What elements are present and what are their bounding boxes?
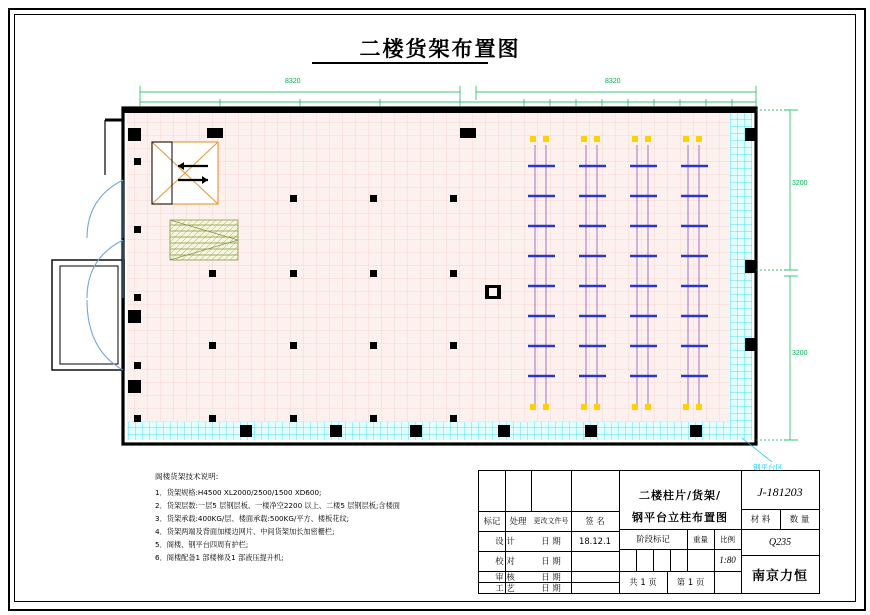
tb-v-s2 xyxy=(653,549,654,571)
page-title: 二楼货架布置图 xyxy=(359,37,521,61)
tb-v-s1 xyxy=(636,549,637,571)
stage-mark-label: 阶段标记 xyxy=(636,534,670,544)
note-item-1: 1．货架规格:H4500 XL2000/2500/1500 XD600; xyxy=(155,488,322,497)
plan-svg xyxy=(30,70,820,470)
company-name: 南京力恒 xyxy=(751,568,808,584)
scale-label: 比例 xyxy=(720,534,735,544)
sheet-index: 第 1 页 xyxy=(676,577,705,587)
drawing-name-line2: 钢平台立柱布置图 xyxy=(632,511,728,524)
role-approve: 审 核 xyxy=(495,571,515,582)
dim-right-lower: 3200 xyxy=(792,350,808,357)
dim-top-right: 8320 xyxy=(605,78,621,85)
technical-notes xyxy=(155,470,455,564)
rev-header-process: 处理 xyxy=(509,516,527,526)
scale-value: 1:80 xyxy=(719,555,736,565)
date-approve xyxy=(571,571,619,582)
title-block xyxy=(478,470,820,594)
note-item-2: 2．货架层数:一层5 层钢层板、一楼净空2200 以上、二楼5 层钢层板;含楼面 xyxy=(155,501,400,510)
material-label: 材 料 xyxy=(750,514,771,524)
role-check: 校 对 xyxy=(495,556,515,566)
date-check xyxy=(571,551,619,571)
steel-platform-note: 钢平台区 xyxy=(753,463,783,472)
rev-header-sign: 签 名 xyxy=(585,516,605,526)
material-value: Q235 xyxy=(768,536,792,548)
note-item-5: 5．阁楼、钢平台四周有护栏; xyxy=(155,540,249,549)
sign-design: 日 期 xyxy=(541,536,561,546)
sheet-total: 共 1 页 xyxy=(629,577,657,587)
rev-header-docno: 更改文件号 xyxy=(533,517,569,525)
note-item-6: 6．阁楼配备1 部楼梯及1 部液压提升机; xyxy=(155,553,284,562)
role-process: 工 艺 xyxy=(495,582,515,593)
note-item-3: 3．货架承载:400KG/层、楼面承载:500KG/平方、楼板花纹; xyxy=(155,514,350,523)
note-item-4: 4．货架两端及背面加楼边网片、中间货架加长加密栅栏; xyxy=(155,527,335,536)
date-design: 18.12.1 xyxy=(579,536,611,546)
notes-heading: 阁楼货架技术说明: xyxy=(155,472,219,481)
quantity-label: 数 量 xyxy=(789,514,810,524)
tb-v-b xyxy=(531,471,532,511)
tb-v-s4 xyxy=(687,549,688,571)
sign-check: 日 期 xyxy=(541,556,561,566)
drawing-name-line1: 二楼柱片/货架/ xyxy=(638,489,722,502)
date-process xyxy=(571,582,619,593)
weight-label: 重量 xyxy=(693,534,708,544)
rev-header-mark: 标记 xyxy=(483,516,501,526)
dim-top-left: 8320 xyxy=(285,78,301,85)
role-design: 设 计 xyxy=(495,536,515,546)
title-underline xyxy=(312,62,488,64)
drawing-number: J-181203 xyxy=(757,484,803,499)
sign-approve: 日 期 xyxy=(541,571,561,582)
dim-right-upper: 3200 xyxy=(792,180,808,187)
floor-plan-drawing xyxy=(30,70,820,470)
sign-process: 日 期 xyxy=(541,582,561,593)
tb-v-s3 xyxy=(670,549,671,571)
